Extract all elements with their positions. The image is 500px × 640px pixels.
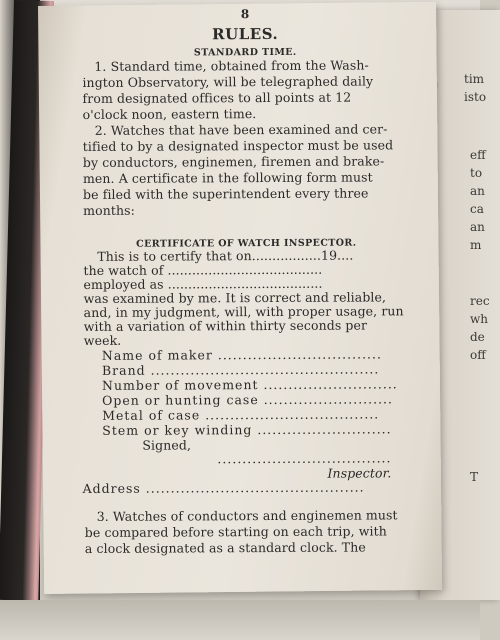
certificate-title: CERTIFICATE OF WATCH INSPECTOR. [136,237,357,250]
table-surface [0,600,480,640]
facing-page-fragment: an [470,220,485,234]
address-field: Address ............................................ [82,479,365,496]
facing-page-fragment: rec [470,294,490,308]
inspector-label: Inspector. [327,465,392,481]
facing-page-fragment: T [470,470,479,484]
certificate-line: week. [83,332,122,348]
facing-page-fragment: tim [464,72,485,86]
facing-page-fragment: wh [470,312,488,326]
certificate-field-maker: Name of maker ................................. [101,346,382,363]
facing-page-fragment: m [470,238,482,252]
certificate-line: This is to certify that on.................19.... [97,247,354,264]
facing-page-fragment: ca [470,202,484,216]
rule-1-line: from designated offices to all points at 12 [82,89,352,106]
certificate-line: and, in my judgment, will, with proper usage, run [83,303,404,320]
certificate-signed-label: Signed, [142,437,192,453]
rule-2-line: months: [83,202,135,218]
certificate-line: was examined by me. It is correct and reliable, [83,289,387,306]
certificate-field-brand: Brand .............................................. [101,361,380,378]
rule-3-line: 3. Watches of conductors and enginemen must [96,507,398,524]
rule-2-line: tified to by a designated inspector must be used [82,137,394,154]
certificate-line: the watch of ...................................... [83,261,323,278]
certificate-line: with a variation of within thirty seconds per [83,317,368,334]
rule-2-line: by conductors, enginemen, firemen and brake- [82,153,385,170]
rule-2-line: men. A certificate in the following form must [82,169,373,186]
certificate-field-winding: Stem or key winding ........................... [102,421,392,438]
certificate-field-metal: Metal of case ................................... [102,406,380,423]
facing-page-fragment: eff [470,148,486,162]
certificate-field-movement: Number of movement ........................... [101,376,398,393]
facing-page-fragment: de [470,330,485,344]
facing-page-fragment: to [470,166,483,180]
rule-1-line: o'clock noon, eastern time. [82,106,257,122]
rule-3-line: be compared before starting on each trip, with [84,523,387,540]
rule-2-line: be filed with the superintendent every three [82,185,369,202]
rule-2-line: 2. Watches that have been examined and cer- [94,121,388,138]
page-heading: RULES. [212,24,279,44]
facing-page-fragment: isto [464,90,487,104]
page-number: 8 [240,7,250,22]
signature-line: ................................... [217,450,392,467]
certificate-field-case-type: Open or hunting case .......................... [102,391,394,408]
facing-page-fragment: an [470,184,485,198]
rule-1-line: ington Observatory, will be telegraphed daily [82,73,374,90]
rule-1-line: 1. Standard time, obtained from the Wash- [94,57,369,74]
rule-3-line: a clock designated as a standard clock. The [84,539,366,556]
section-subheading: STANDARD TIME. [193,46,297,59]
facing-page-fragment: off [470,348,486,362]
certificate-line: employed as ...................................... [83,275,323,292]
